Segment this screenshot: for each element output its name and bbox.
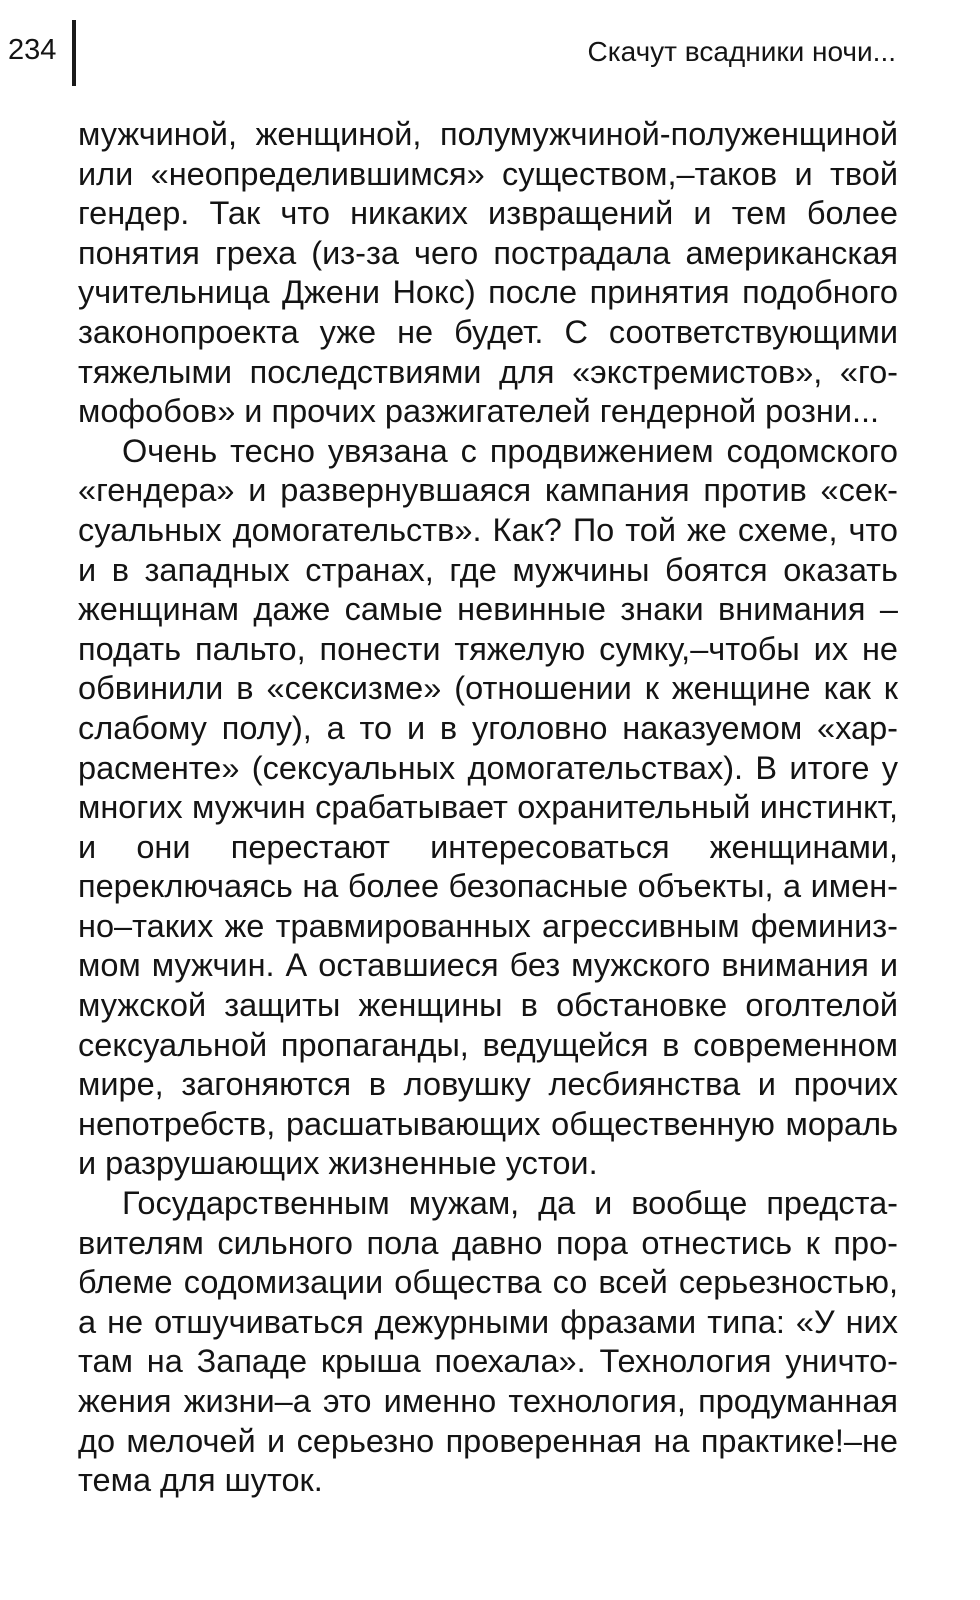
page-header xyxy=(0,26,980,76)
body-text xyxy=(78,115,898,1501)
paragraph-2: Очень тесно увязана с продвижением содомского «гендера» и развернувшаяся кампания против «сексуальных домогательств». Как? По той же схеме, что и в западных странах, где мужчины боятся оказать женщинам даже самые невинные знаки внимания – подать пальто, понести тяжелую сумку,–чтобы их не обвинили в «сексизме» (отношении к женщине как к слабому полу), а то и в уголовно наказуемом «харрасменте» (сексуальных домогательствах). В итоге у многих мужчин срабатывает охранительный инстинкт, и они перестают интересоваться женщинами, переключаясь на более безопасные объекты, а именно–таких же травмированных агрессивным феминизмом мужчин. А оставшиеся без мужского внимания и мужской защиты женщины в обстановке оголтелой сексуальной пропаганды, ведущейся в современном мире, загоняются в ловушку лесбиянства и прочих непотребств, расшатывающих общественную мораль и разрушающих жизненные устои. xyxy=(78,432,898,1182)
paragraph-1: мужчиной, женщиной, полумужчиной-полуженщиной или «неопределившимся» существом,–таков и твой гендер. Так что никаких извращений и тем более понятия греха (из-за чего пострадала американская учительница Джени Нокс) после принятия подобного законопроекта уже не будет. С соответствующими тяжелыми последствиями для «экстремистов», «гомофобов» и прочих разжигателей гендерной розни... xyxy=(78,116,898,430)
page-number: 234 xyxy=(8,34,57,66)
running-title: Скачут всадники ночи... xyxy=(587,36,896,67)
paragraph-3: Государственным мужам, да и вообще представителям сильного пола давно пора отнестись к проблеме содомизации общества со всей серьезностью, а не отшучиваться дежурными фразами типа: «У них там на Западе крыша поехала». Технология уничтожения жизни–а это именно технология, продуманная до мелочей и серьезно проверенная на практике!–не тема для шуток. xyxy=(78,1185,898,1499)
header-divider xyxy=(72,20,76,86)
